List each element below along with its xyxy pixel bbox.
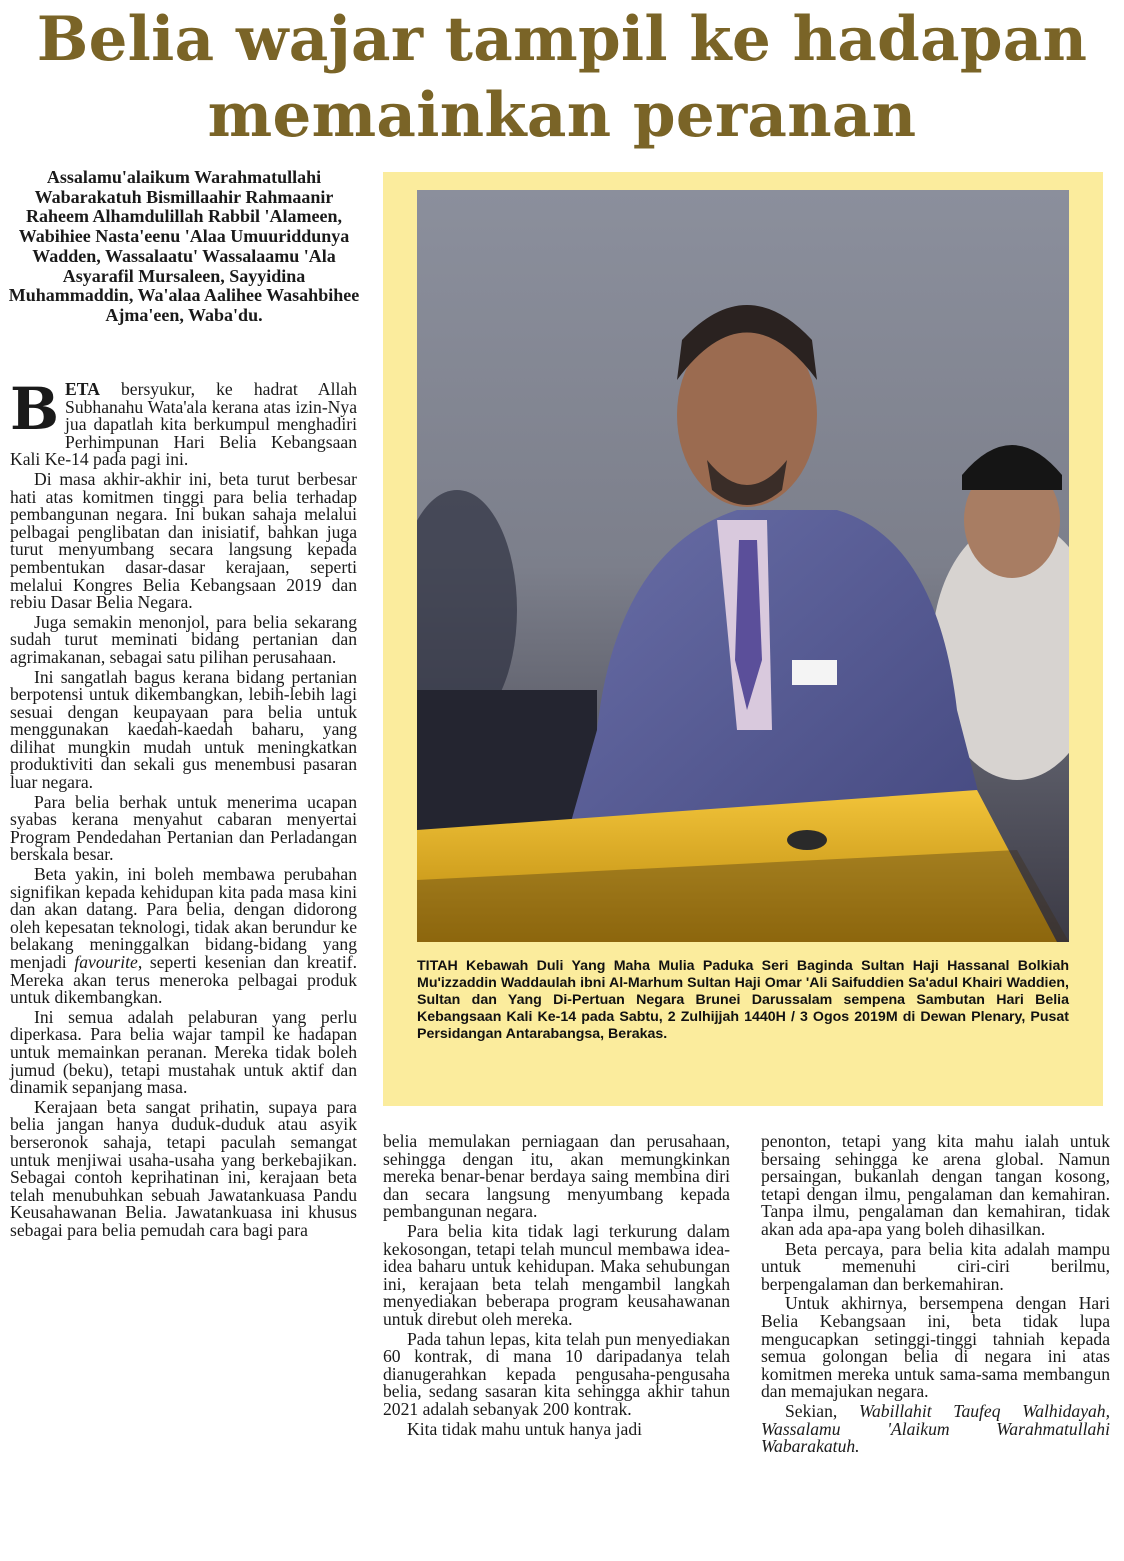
article-column-3 (761, 1133, 1110, 1458)
article-column-1 (10, 375, 357, 1242)
drop-cap: B (10, 375, 60, 443)
headline-line-1: Belia wajar tampil ke hadapan (36, 4, 1088, 75)
article-paragraph: Beta percaya, para belia kita adalah mampu untuk memenuhi ciri-ciri berilmu, berpengalaman dan berkemahiran. (761, 1238, 1110, 1294)
article-paragraph: Ini semua adalah pelaburan yang perlu diperkasa. Para belia wajar tampil ke hadapan untuk memainkan peranan. Mereka tidak boleh jumud (beku), tetapi mustahak untuk aktif dan dinamik sepanjang masa. (10, 1006, 357, 1098)
article-paragraph: Kita tidak mahu untuk hanya jadi (407, 1418, 643, 1439)
sultan-speech-photo (417, 190, 1069, 942)
article-paragraph: BETA bersyukur, ke hadrat Allah Subhanahu Wata'ala kerana atas izin-Nya jua dapatlah kita berkumpul menghadiri Perhimpunan Hari Belia Kebangsaan Kali Ke-14 pada pagi ini. (10, 375, 357, 470)
article-paragraph: Kerajaan beta sangat prihatin, supaya para belia jangan hanya duduk-duduk atau asyik berseronok sahaja, tetapi paculah semangat untuk menjiwai usaha-usaha yang berkebajikan. Sebagai contoh keprihatinan ini, kerajaan beta telah menubuhkan sebuah Jawatankuasa Pandu Keusahawanan Belia. Jawatankuasa ini khusus sebagai para belia pemudah cara bagi para (10, 1096, 357, 1240)
article-paragraph: belia memulakan perniagaan dan perusahaan, sehingga dengan itu, akan memungkinkan mereka benar-benar berdaya saing membina diri dan secara langsung menyumbang kepada pembangunan negara. (383, 1131, 730, 1222)
headline-line-2: memainkan peranan (207, 80, 917, 151)
closing-greeting: Sekian, Wabillahit Taufeq Walhidayah, Wassalamu 'Alaikum Warahmatullahi Wabarakatuh. (761, 1400, 1111, 1457)
article-paragraph: Ini sangatlah bagus kerana bidang pertanian berpotensi untuk dikembangkan, lebih-lebih lagi sesuai dengan keupayaan para belia untuk menggunakan kaedah-kaedah baharu, yang dilihat mungkin mudah untuk meningkatkan produktiviti dan sekali gus menembusi pasaran luar negara. (10, 666, 357, 793)
article-paragraph: Juga semakin menonjol, para belia sekarang sudah turut meminati bidang pertanian dan agrimakanan, sebagai satu pilihan perusahaan. (10, 611, 357, 667)
article-paragraph: Di masa akhir-akhir ini, beta turut berbesar hati atas komitmen tinggi para belia terhadap pembangunan negara. Ini bukan sahaja melalui pelbagai penglibatan dan inisiatif, bahkan juga turut menyumbang secara langsung kepada pembentukan dasar-dasar kerajaan, seperti melalui Kongres Belia Kebangsaan 2019 dan rebiu Dasar Belia Negara. (10, 468, 357, 613)
opening-salutation: Assalamu'alaikum Warahmatullahi Wabarakatuh Bismillaahir Rahmaanir Raheem Alhamdulillah Rabbil 'Alameen, Wabihiee Nasta'eenu 'Alaa Umuuriddunya Wadden, Wassalaatu' Wassalaamu 'Ala Asyarafil Mursaleen, Sayyidina Muhammaddin, Wa'alaa Aalihee Wasahbihee Ajma'een, Waba'du. (8, 167, 360, 325)
article-paragraph: Pada tahun lepas, kita telah pun menyediakan 60 kontrak, di mana 10 daripadanya telah dianugerahkan kepada pengusaha-pengusaha belia, sedang sasaran kita sehingga akhir tahun 2021 adalah sebanyak 200 kontrak. (383, 1328, 730, 1419)
article-paragraph: Beta yakin, ini boleh membawa perubahan signifikan kepada kehidupan kita pada masa kini dan akan datang. Para belia, dengan didorong oleh kepesatan teknologi, tidak akan berundur ke belakang meninggalkan bidang-bidang yang menjadi favourite, seperti kesenian dan kreatif. Mereka akan terus meneroka pelbagai produk untuk dikembangkan. (10, 864, 357, 1008)
lead-in: ETA (65, 379, 100, 399)
headline (0, 2, 1124, 154)
photo-illustration (417, 190, 1069, 942)
photo-frame (383, 172, 1103, 1106)
article-paragraph: Untuk akhirnya, bersempena dengan Hari Belia Kebangsaan ini, beta tidak lupa mengucapkan setinggi-tinggi tahniah kepada semua golongan belia di negara ini atas komitmen mereka untuk sama-sama membangun dan memajukan negara. (761, 1293, 1110, 1402)
article-column-2 (383, 1133, 730, 1440)
article-paragraph: Para belia berhak untuk menerima ucapan syabas kerana menyahut cabaran menyertai Program Pendedahan Pertanian dan Perladangan berskala besar. (10, 791, 357, 865)
photo-caption: TITAH Kebawah Duli Yang Maha Mulia Paduka Seri Baginda Sultan Haji Hassanal Bolkiah Mu'izzaddin Waddaulah ibni Al-Marhum Sultan Haji Omar 'Ali Saifuddien Sa'adul Khairi Waddien, Sultan dan Yang Di-Pertuan Negara Brunei Darussalam sempena Sambutan Hari Belia Kebangsaan Kali Ke-14 pada Sabtu, 2 Zulhijjah 1440H / 3 Ogos 2019M di Dewan Plenary, Pusat Persidangan Antarabangsa, Berakas. (417, 958, 1069, 1042)
article-paragraph: penonton, tetapi yang kita mahu ialah untuk bersaing sehingga ke arena global. Namun persaingan, bukanlah dengan tangan kosong, tetapi dengan ilmu, pengalaman dan kemahiran. Tanpa ilmu, pengalaman dan kemahiran, tidak akan ada apa-apa yang boleh dihasilkan. (761, 1131, 1110, 1239)
article-paragraph: Para belia kita tidak lagi terkurung dalam kekosongan, tetapi telah muncul membawa idea-idea baharu untuk kehidupan. Maka sehubungan ini, kerajaan beta telah mengambil langkah menyediakan beberapa program keusahawanan untuk direbut oleh mereka. (383, 1220, 730, 1329)
